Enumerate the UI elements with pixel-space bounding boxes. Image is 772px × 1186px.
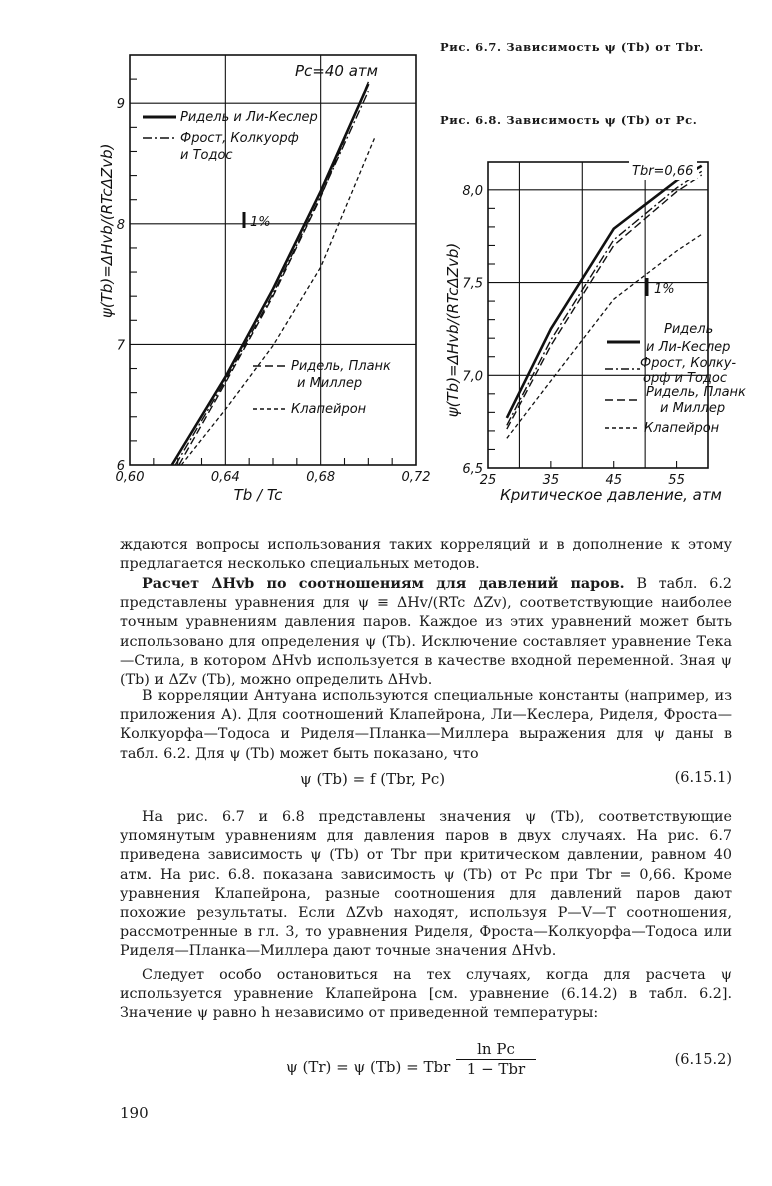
legend-label: и Миллер (297, 376, 363, 391)
paragraph-antoine: В корреляции Антуана используются специальные константы (например, из приложения А). Для соотношений Клапейрона, Ли—Кеслера, Риделя, Фроста—Колкуорфа—Тодоса и Риделя—Планка—Миллера выражения для ψ даны в табл. 6.2. Для ψ (Tb) может быть показано, что (120, 688, 732, 762)
fraction-numerator: ln Pc (456, 1040, 536, 1060)
equation-number: (6.15.1) (674, 770, 732, 786)
legend-label: Ридель (664, 322, 714, 337)
x-tick-label: 55 (668, 473, 685, 488)
legend-label: Фрост, Колку- (640, 356, 737, 371)
y-tick-label: 7,5 (462, 276, 483, 292)
legend-label: и Миллер (660, 401, 726, 416)
x-tick-label: 45 (605, 473, 622, 488)
x-tick-label: 0,64 (210, 470, 240, 485)
y-tick-label: 6,5 (462, 462, 483, 477)
legend-label: и Тодос (180, 148, 233, 163)
error-bar-label: 1% (250, 215, 271, 230)
legend-label: Ридель, Планк (291, 359, 391, 374)
y-axis-label: ψ(Tb)=ΔHvb/(RTcΔZvb) (444, 242, 462, 418)
x-tick-label: 0,68 (306, 470, 336, 485)
paragraph-clapeyron: Следует особо остановиться на тех случаях, когда для расчета ψ используется уравнение Клапейрона [см. уравнение (6.14.2) в табл. 6.2]. Значение ψ равно h независимо от приведенной температуры: (120, 967, 732, 1022)
legend-label: орф и Тодос (643, 371, 728, 386)
equation-number: (6.15.2) (674, 1052, 732, 1068)
figure-6-7-caption: Рис. 6.7. Зависимость ψ (Tb) от Tbr. (440, 40, 704, 54)
y-tick-label: 7,0 (462, 369, 483, 385)
paragraph-figures-discussion: На рис. 6.7 и 6.8 представлены значения ψ (Tb), соответствующие упомянутым уравнениям для давления паров в двух случаях. На рис. 6.7 приведена зависимость ψ (Tb) от Tbr при критическом давлении, равном 40 атм. На рис. 6.8. показана зависимость ψ (Tb) от Pc при Tbr = 0,66. Кроме уравнения Клапейрона, разные соотношения для давлений паров дают похожие результаты. Если ΔZvb находят, используя P—V—T соотношения, рассмотренные в гл. 3, то уравнения Риделя, Фроста—Колкуорфа—Тодоса или Риделя—Планка—Миллера дают точные значения ΔHvb. (120, 809, 732, 960)
pressure-annotation: Pc=40 атм (295, 62, 378, 80)
x-tick-label: 0,72 (401, 470, 431, 485)
x-axis-label: Критическое давление, атм (500, 486, 722, 504)
y-tick-label: 7 (116, 338, 125, 354)
y-axis-label: ψ(Tb)=ΔHvb/(RTcΔZvb) (98, 143, 116, 318)
x-tick-label: 0,60 (115, 470, 145, 485)
page-number: 190 (120, 1104, 149, 1122)
x-axis-label: Tb / Tc (233, 486, 283, 504)
legend-label: Фрост, Колкуорф (180, 131, 299, 146)
figure-6-8-chart (0, 0, 772, 520)
paragraph-continuation: ждаются вопросы использования таких корреляций и в дополнение к этому предлагается несколько специальных методов. (120, 537, 732, 573)
legend-label: Ридель, Планк (646, 385, 746, 400)
legend-label: Клапейрон (291, 402, 367, 417)
equation-fraction (456, 1040, 536, 1078)
legend-label: и Ли-Кеслер (646, 340, 731, 355)
equation-6-15-1: ψ (Tb) = f (Tbr, Pc) (300, 770, 446, 788)
fraction-denominator: 1 − Tbr (466, 1060, 526, 1078)
y-tick-label: 8 (116, 217, 125, 233)
paragraph-vapor-pressure-method (120, 575, 732, 690)
tbr-annotation: Tbr=0,66 (632, 164, 694, 179)
y-tick-label: 8,0 (462, 183, 483, 199)
y-tick-label: 6 (116, 459, 125, 474)
y-tick-label: 9 (116, 97, 125, 113)
x-tick-label: 25 (479, 473, 497, 488)
error-bar-label: 1% (654, 282, 675, 297)
figure-6-8-caption: Рис. 6.8. Зависимость ψ (Tb) от Pc. (440, 113, 698, 127)
equation-6-15-2-left: ψ (Tr) = ψ (Tb) = Tbr (286, 1058, 451, 1076)
paragraph-body: В табл. 6.2 представлены уравнения для ψ ≡ ΔHv/(RTc ΔZv), соответствующие наиболее точным уравнениям давления паров. Каждое из этих уравнений может быть использовано для определения ψ (Tb). Исключение составляет уравнение Тека—Стила, в котором ΔHvb используется в качестве входной переменной. Зная ψ (Tb) и ΔZv (Tb), можно определить ΔHvb. (120, 576, 732, 689)
x-tick-label: 35 (542, 473, 560, 488)
legend-label: Ридель и Ли-Кеслер (180, 110, 318, 125)
section-lead: Расчет ΔHvb по соотношениям для давлений паров. (142, 576, 625, 592)
legend-label: Клапейрон (644, 421, 720, 436)
